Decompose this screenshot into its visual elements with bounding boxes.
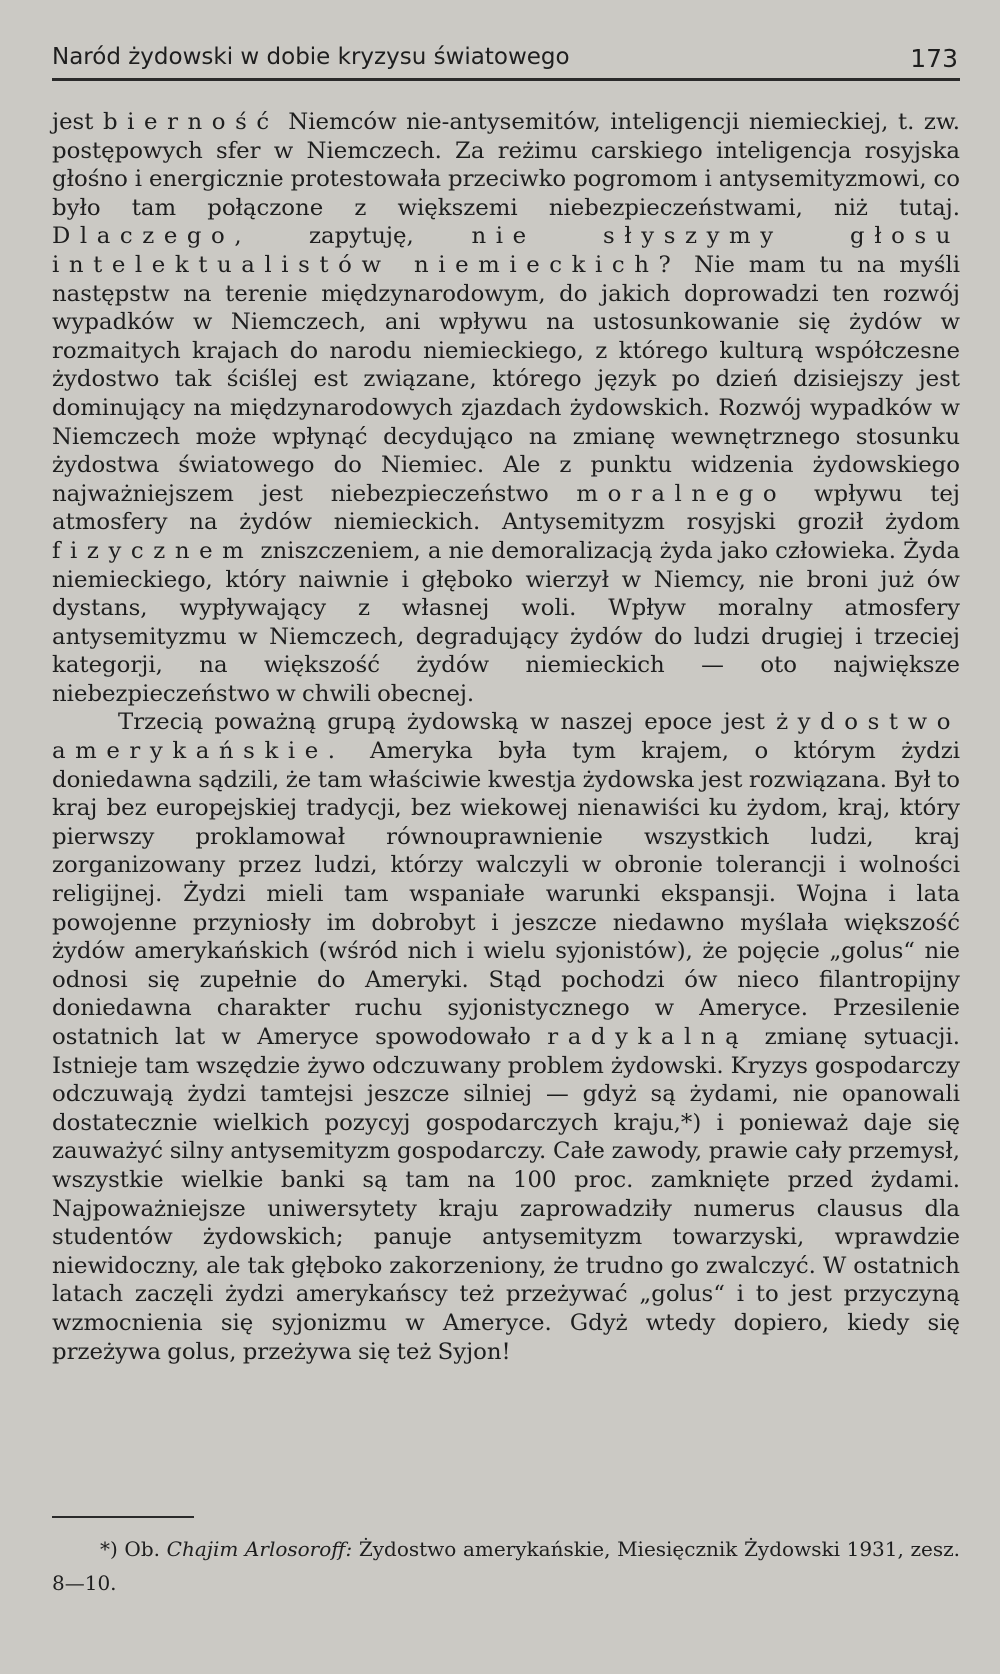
paragraph-1	[52, 108, 960, 708]
p1-text-g: Nie mam tu na myśli następstw na terenie międzynarodowym, do jakich doprowadzi ten rozwój wypadków w Niemczech, ani wpływu na ustosunkowanie się żydów w rozmaitych krajach do narodu niemieckiego, z którego kulturą współczesne żydostwo tak ściślej est związane, którego język po dzień dzisiejszy jest dominujący na międzynarodowych zjazdach żydowskich. Rozwój wypadków w Niemczech może wpłynąć decydująco na zmianę wewnętrznego stosunku żydostwa światowego do Niemiec. Ale z punktu widzenia żydowskiego najważniejszem jest niebezpieczeństwo	[52, 251, 960, 507]
running-header	[52, 44, 960, 78]
p1-spaced-d: Dlaczego,	[52, 223, 252, 250]
p1-text-k: zniszczeniem, a nie demoralizacją żyda jako człowieka. Żyda niemieckiego, który naiwnie i głęboko wierzył w Niemcy, nie broni już ów dystans, wypływający z własnej woli. Wpływ moralny atmosfery antysemityzmu w Niemczech, degradujący żydów do ludzi drugiej i trzeciej kategorji, na większość żydów niemieckich — oto największe niebezpieczeństwo w chwili obecnej.	[52, 537, 960, 707]
p1-text-a: jest	[52, 109, 103, 135]
p1-text-i: wpływu tej atmosfery na żydów niemieckich. Antysemityzm rosyjski groził żydom	[52, 480, 960, 536]
p1-spaced-j: fizycznem	[52, 537, 254, 564]
footnote-marker: *) Ob.	[100, 1537, 160, 1561]
footnote	[52, 1532, 960, 1600]
p2-text-a: Trzecią poważną grupą żydowską w naszej epoce jest	[118, 709, 777, 736]
footnote-rule	[52, 1516, 194, 1518]
p1-spaced-h: moralnego	[576, 480, 787, 507]
p1-text-e: zapytuję,	[251, 223, 472, 250]
body-text	[52, 108, 960, 1366]
footnote-author: Chajim Arlosoroff:	[166, 1537, 353, 1561]
p2-text-e: zmianę sytuacji. Istnieje tam wszędzie żywo odczuwany problem żydowski. Kryzys gospodarczy odczuwają żydzi tamtejsi jeszcze silniej — gdyż są żydami, nie opanowali dostatecznie wielkich pozycyj gospodarczych kraju,*) i ponieważ daje się zauważyć silny antysemityzm gospodarczy. Całe zawody, prawie cały przemysł, wszystkie wielkie banki są tam na 100 proc. zamknięte przed żydami. Najpoważniejsze uniwersytety kraju zaprowadziły numerus clausus dla studentów żydowskich; panuje antysemityzm towarzyski, wprawdzie niewidoczny, ale tak głęboko zakorzeniony, że trudno go zwalczyć. W ostatnich latach zaczęli żydzi amerykańscy też przeżywać „golus“ i to jest przyczyną wzmocnienia się syjonizmu w Ameryce. Gdyż wtedy dopiero, kiedy się przeżywa golus, przeżywa się też Syjon!	[52, 1024, 961, 1365]
header-rule	[52, 78, 960, 81]
p1-text-c: Niemców nie-antysemitów, inteligencji niemieckiej, t. zw. postępowych sfer w Niemczech. Za reżimu carskiego inteligencja rosyjska głośno i energicznie protestowała przeciwko pogromom i antysemityzmowi, co było tam połączone z większemi niebezpieczeństwami, niż tutaj.	[52, 109, 960, 221]
p2-spaced-d: radykalną	[547, 1024, 749, 1050]
p2-spaced-b: żydostwo amerykańskie.	[52, 709, 960, 765]
p2-text-c: Ameryka była tym krajem, o którym żydzi doniedawna sądzili, że tam właściwie kwestja żydowska jest rozwiązana. Był to kraj bez europejskiej tradycji, bez wiekowej nienawiści ku żydom, kraj, który pierwszy proklamował równouprawnienie wszystkich ludzi, kraj zorganizowany przez ludzi, którzy walczyli w obronie tolerancji i wolności religijnej. Żydzi mieli tam wspaniałe warunki ekspansji. Wojna i lata powojenne przyniosły im dobrobyt i jeszcze niedawno myślała większość żydów amerykańskich (wśród nich i wielu syjonistów), że pojęcie „golus“ nie odnosi się zupełnie do Ameryki. Stąd pochodzi ów nieco filantropijny doniedawna charakter ruchu syjonistycznego w Ameryce. Przesilenie ostatnich lat w Ameryce spowodowało	[52, 738, 960, 1050]
running-title: Naród żydowski w dobie kryzysu światowego	[52, 44, 570, 70]
page-number: 173	[910, 44, 958, 73]
paragraph-2	[52, 708, 960, 1366]
p1-spaced-f: nie słyszymy głosu intelektualistów niemieckich?	[52, 223, 960, 278]
p1-spaced-a: bierność	[102, 109, 279, 135]
footnote-text: Żydostwo amerykańskie, Miesięcznik Żydowski 1931, zesz. 8—10.	[52, 1537, 961, 1595]
